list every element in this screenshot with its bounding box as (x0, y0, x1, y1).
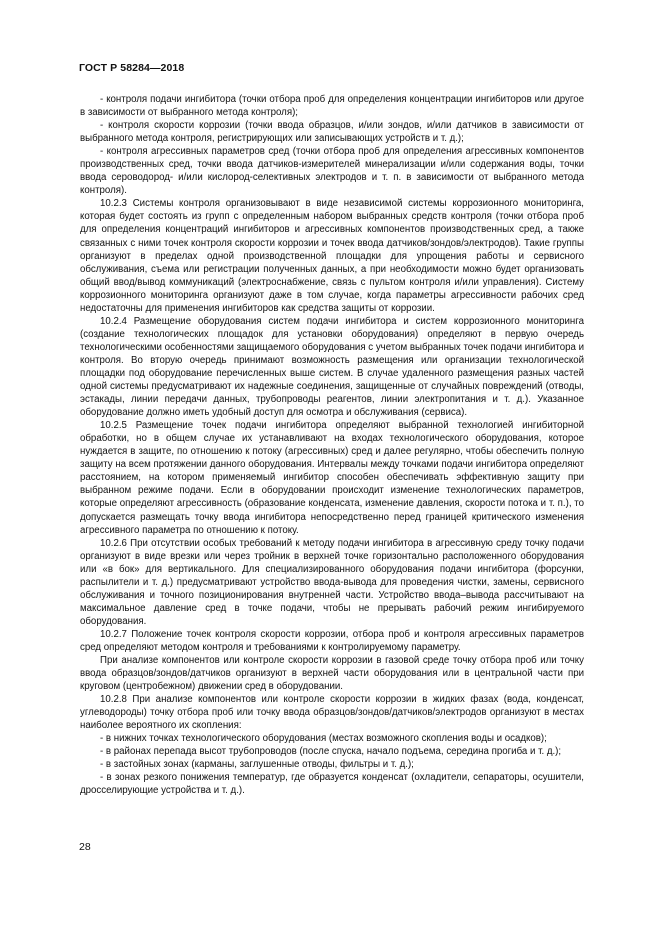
list-item: - в зонах резкого понижения температур, где образуется конденсат (охладители, сепараторы, осушители, дросселирующие устройства и т. д.). (80, 772, 584, 797)
list-item: - в районах перепада высот трубопроводов (после спуска, начало подъема, середина прогиба и т. д.); (100, 746, 562, 758)
document-body (80, 93, 584, 798)
paragraph: 10.2.6 При отсутствии особых требований к методу подачи ингибитора в агрессивную среду точку подачи организуют в виде врезки или через тройник в верхней точке горизонтально расположенного оборудования или «в бок» для вертикального. Для специализированного оборудования подачи ингибитора (форсунки, распылители и т. д.) предусматривают устройство ввода-вывода для проведения чистки, замены, сервисного обслуживания и точного позиционирования внутренней части. Устройство ввода–вывода рассчитывают на максимальное давление сред в точке подачи, чтобы не прерывать рабочий режим ингибируемого оборудования. (80, 537, 584, 627)
paragraph: - контроля агрессивных параметров сред (точки отбора проб для определения агрессивных компонентов производственных сред, точки ввода датчиков-измерителей минерализации и/или содержания воды, точки ввода сероводород- и/или кислород-селективных электродов и т. п. в зависимости от выбранного метода контроля). (80, 146, 584, 197)
paragraph: - контроля подачи ингибитора (точки отбора проб для определения концентрации ингибиторов или другое в зависимости от выбранного метода контроля); (80, 94, 584, 119)
list-item: - в нижних точках технологического оборудования (местах возможного скопления воды и осадков); (100, 733, 547, 745)
list-item: - в застойных зонах (карманы, заглушенные отводы, фильтры и т. д.); (100, 759, 414, 771)
paragraph: 10.2.8 При анализе компонентов или контроле скорости коррозии в жидких фазах (вода, конденсат, углеводороды) точку отбора проб или точку ввода образцов/зондов/датчиков/электродов организуют в местах наиболее вероятного их скопления: (80, 694, 584, 732)
paragraph: 10.2.4 Размещение оборудования систем подачи ингибитора и систем коррозионного мониторинга (создание технологических площадок для установки оборудования) определяют в первую очередь технологическими особенностями защищаемого оборудования с учетом выбранных точек подачи ингибитора и контроля. Во вторую очередь принимают возможность размещения или организации технологической площадки под оборудование перечисленных выше систем. В случае удаленного размещения разных частей одной системы предусматривают их надежные соединения, защищенные от случайных повреждений (отводы, эстакады, линии передачи данных, трубопроводы реагентов, линии электропитания и т. д.). Указанное оборудование должно иметь удобный доступ для осмотра и обслуживания (сервиса). (80, 315, 584, 419)
page-number: 28 (79, 841, 91, 853)
paragraph: - контроля скорости коррозии (точки ввода образцов, и/или зондов, и/или датчиков в зависимости от выбранного метода контроля, регистрирующих или записывающих устройств и т. д.); (80, 120, 584, 145)
paragraph: 10.2.3 Системы контроля организовывают в виде независимой системы коррозионного мониторинга, которая будет состоять из групп с определенным набором выбранных средств контроля (точки отбора проб для определения концентраций ингибиторов и агрессивных компонентов производственных сред, а также связанных с ними точек контроля скорости коррозии и точек ввода датчиков/зондов/электродов). Такие группы организуют в пределах одной производственной площадки для упрощения работы и сервисного обслуживания, съема или регистрации полученных данных, а при необходимости можно будет организовать общий ввод/вывод коммуникаций (электроснабжение, связь с пультом контроля и/или управления). Систему коррозионного мониторинга организуют даже в том случае, когда параметры агрессивности рабочих сред недостаточны для применения ингибиторов как средства защиты от коррозии. (80, 198, 584, 314)
standard-designation: ГОСТ Р 58284—2018 (79, 62, 185, 74)
paragraph: При анализе компонентов или контроле скорости коррозии в газовой среде точку отбора проб или точку ввода образцов/зондов/датчиков организуют в верхней части оборудования или в центральной части при круговом (центробежном) движении сред в оборудовании. (80, 655, 584, 693)
paragraph: 10.2.5 Размещение точек подачи ингибитора определяют выбранной технологией ингибиторной обработки, но в общем случае их устанавливают на входах технологического оборудования, которое нуждается в защите, по отношению к потоку (агрессивных) сред и далее регулярно, чтобы обеспечить полную защиту на всем протяжении данного оборудования. Интервалы между точками подачи ингибитора определяют расстоянием, на котором применяемый ингибитор способен обеспечивать эффективную защиту при выбранном режиме подачи. Если в оборудовании происходит изменение технологических параметров, которые определяют агрессивность (образование конденсата, изменение давления, скорости потока и т. п.), то допускается размещать точку ввода ингибитора непосредственно перед границей критического изменения агрессивного параметра по отношению к потоку. (80, 420, 584, 536)
paragraph: 10.2.7 Положение точек контроля скорости коррозии, отбора проб и контроля агрессивных параметров сред определяют методом контроля и требованиями к контролируемому параметру. (80, 628, 584, 653)
